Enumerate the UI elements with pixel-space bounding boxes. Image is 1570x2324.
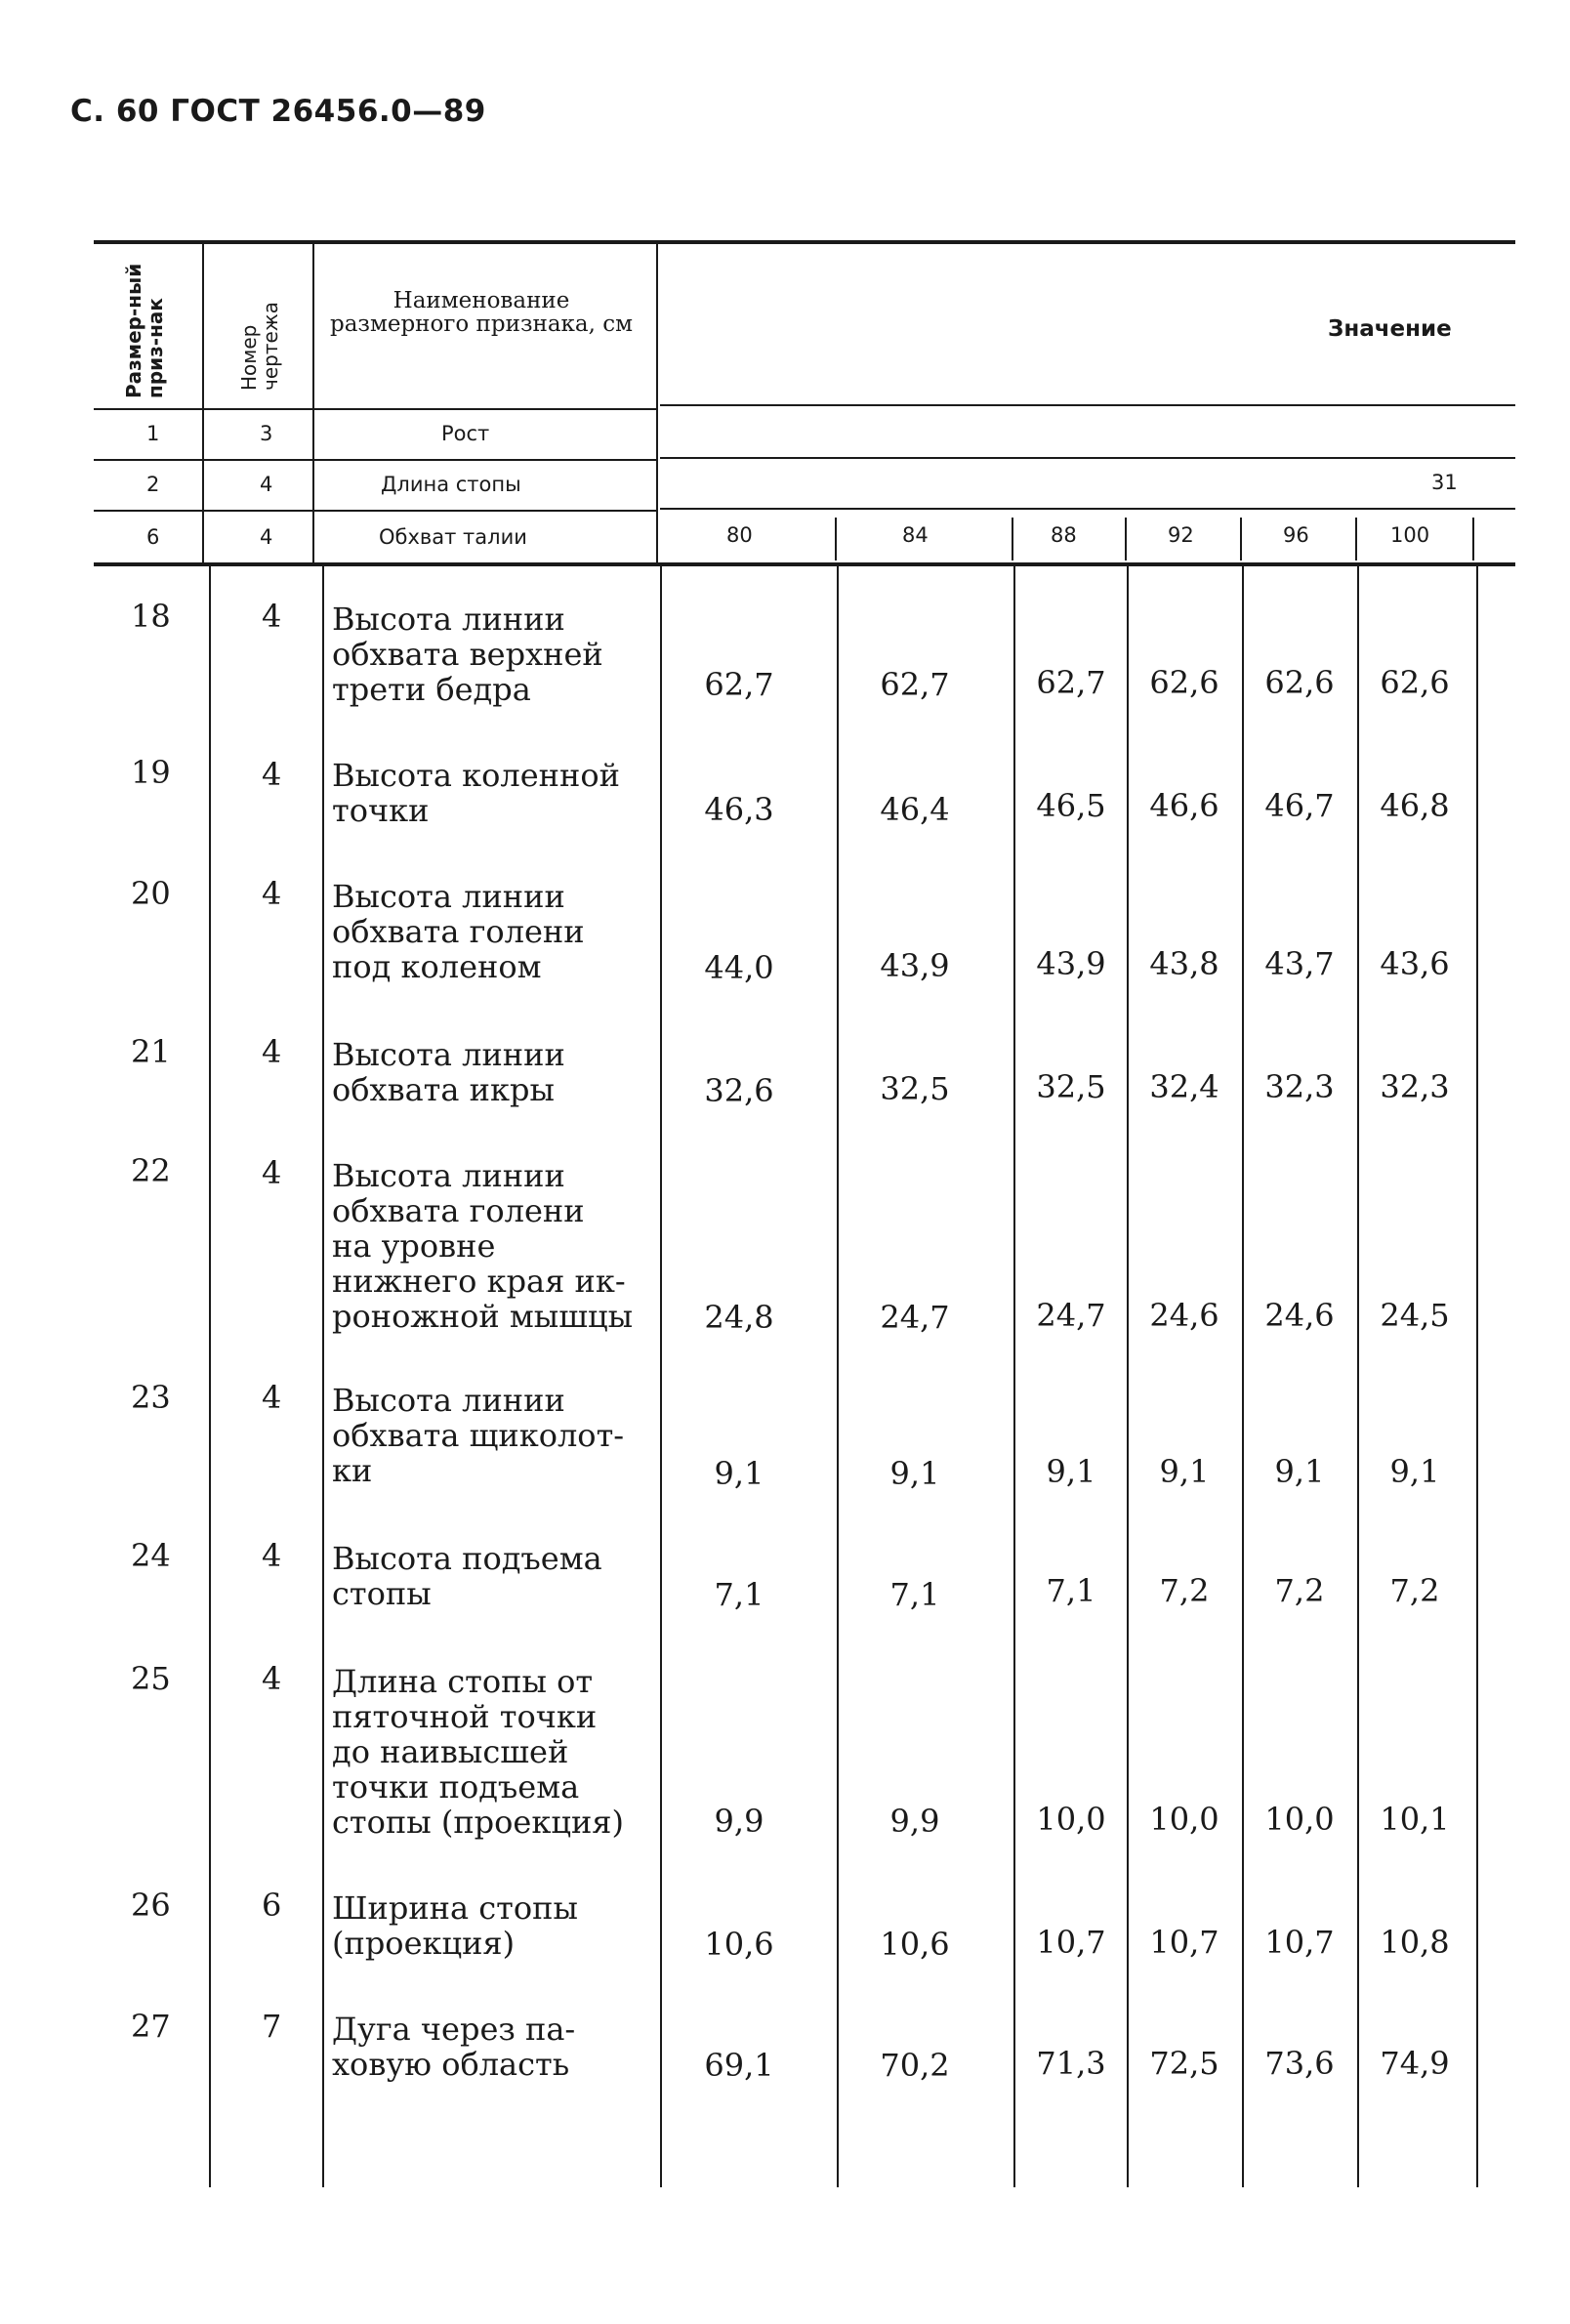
row-23-name: Высота линии обхвата щиколот- ки [332,1382,625,1489]
param-value-foot-length: 31 [1431,471,1458,494]
row-26-value-88: 10,7 [1036,1924,1106,1961]
row-25-code: 25 [131,1660,171,1697]
row-23-code: 23 [131,1379,171,1416]
param-name-height: Рост [441,422,490,445]
col-rule-8-body [1357,566,1359,2187]
col-header-dim-feature: Размер-ный приз-нак [122,263,167,398]
row-22-drawing: 4 [262,1154,282,1191]
col-rule-9-body [1476,566,1478,2187]
row-20-value-100: 43,6 [1380,945,1450,982]
row-22-name: Высота линии обхвата голени на уровне нижнего края ик- роножной мышцы [332,1157,634,1335]
row-21-drawing: 4 [262,1033,282,1070]
row-24-value-84: 7,1 [889,1576,940,1613]
page-header: С. 60 ГОСТ 26456.0—89 [70,94,486,129]
row-26-value-80: 10,6 [704,1926,774,1963]
row-18-name: Высота линии обхвата верхней трети бедра [332,601,603,708]
row-22-code: 22 [131,1152,171,1189]
row-25-value-100: 10,1 [1380,1801,1450,1838]
row-23-value-96: 9,1 [1274,1453,1325,1490]
col-rule-4-body [837,566,839,2187]
col-rule-5-body [1013,566,1015,2187]
param-name-waist: Обхват талии [379,525,527,549]
row-20-value-88: 43,9 [1036,945,1106,982]
row-21-code: 21 [131,1033,171,1070]
col-rule-1-body [209,566,211,2187]
header-bottom-rule-left [94,408,656,410]
row-24-value-96: 7,2 [1274,1572,1325,1609]
param-drawing-6: 4 [260,525,273,549]
row-19-code: 19 [131,754,171,791]
waist-sep-5 [1355,518,1357,560]
col-rule-1-header [202,244,204,564]
row-20-value-84: 43,9 [880,947,950,984]
header-bottom-rule-right [660,404,1515,406]
col-header-name: Наименование размерного признака, см [329,288,634,337]
row-19-name: Высота коленной точки [332,757,620,829]
row-26-value-92: 10,7 [1149,1924,1219,1961]
row-21-value-80: 32,6 [704,1072,774,1109]
row-27-value-100: 74,9 [1380,2045,1450,2082]
row-24-value-100: 7,2 [1389,1572,1440,1609]
header-table-bottom-rule [94,562,1515,566]
row-26-name: Ширина стопы (проекция) [332,1889,578,1962]
col-rule-6-body [1127,566,1129,2187]
waist-sep-6 [1472,518,1474,560]
row-19-drawing: 4 [262,756,282,793]
row-24-drawing: 4 [262,1537,282,1574]
row-25-value-88: 10,0 [1036,1801,1106,1838]
row-25-value-80: 9,9 [714,1803,764,1840]
row-27-value-80: 69,1 [704,2047,774,2084]
param-drawing-2: 4 [260,473,273,496]
row-18-value-96: 62,6 [1264,664,1335,701]
row-25-drawing: 4 [262,1660,282,1697]
param-code-2: 2 [146,473,160,496]
col-header-drawing-no: Номер чертежа [237,301,282,391]
row-24-name: Высота подъема стопы [332,1540,602,1612]
row-18-value-92: 62,6 [1149,664,1219,701]
param-drawing-1: 3 [260,422,273,445]
row-19-value-84: 46,4 [880,791,950,828]
row-19-value-88: 46,5 [1036,787,1106,824]
col-rule-3-header [656,244,658,564]
row-18-value-88: 62,7 [1036,664,1106,701]
row-22-value-84: 24,7 [880,1299,950,1336]
row-24-value-80: 7,1 [714,1576,764,1613]
row-26-value-100: 10,8 [1380,1924,1450,1961]
waist-sep-2 [1012,518,1013,560]
row-20-value-80: 44,0 [704,949,774,986]
waist-sep-1 [835,518,837,560]
row-18-value-100: 62,6 [1380,664,1450,701]
waist-value-88: 88 [1051,523,1077,547]
waist-value-100: 100 [1390,523,1430,547]
row-24-value-92: 7,2 [1159,1572,1210,1609]
table-top-rule [94,240,1515,244]
row-22-value-96: 24,6 [1264,1297,1335,1334]
row-26-value-84: 10,6 [880,1926,950,1963]
row-19-value-80: 46,3 [704,791,774,828]
row-21-value-92: 32,4 [1149,1068,1219,1105]
row-22-value-88: 24,7 [1036,1297,1106,1334]
row-rule-1-left [94,459,656,461]
row-25-value-92: 10,0 [1149,1801,1219,1838]
col-rule-2-body [322,566,324,2187]
row-26-drawing: 6 [262,1887,282,1924]
row-19-value-100: 46,8 [1380,787,1450,824]
row-22-value-80: 24,8 [704,1299,774,1336]
row-27-code: 27 [131,2008,171,2045]
row-24-code: 24 [131,1537,171,1574]
param-code-1: 1 [146,422,160,445]
row-23-value-88: 9,1 [1046,1453,1096,1490]
col-rule-7-body [1242,566,1244,2187]
row-23-value-100: 9,1 [1389,1453,1440,1490]
row-24-value-88: 7,1 [1046,1572,1096,1609]
col-rule-2-header [312,244,314,564]
row-27-value-92: 72,5 [1149,2045,1219,2082]
row-21-value-96: 32,3 [1264,1068,1335,1105]
row-21-value-88: 32,5 [1036,1068,1106,1105]
row-25-name: Длина стопы от пяточной точки до наивысшей точки подъема стопы (проекция) [332,1663,624,1841]
row-19-value-96: 46,7 [1264,787,1335,824]
row-20-name: Высота линии обхвата голени под коленом [332,878,585,985]
row-27-drawing: 7 [262,2008,282,2045]
row-rule-2-right [660,508,1515,510]
row-27-value-84: 70,2 [880,2047,950,2084]
row-18-value-80: 62,7 [704,666,774,703]
row-27-name: Дуга через па- ховую область [332,2011,576,2083]
param-code-6: 6 [146,525,160,549]
row-18-drawing: 4 [262,598,282,635]
row-20-value-92: 43,8 [1149,945,1219,982]
row-26-code: 26 [131,1887,171,1924]
row-20-code: 20 [131,875,171,912]
param-name-foot-length: Длина стопы [381,473,521,496]
row-18-value-84: 62,7 [880,666,950,703]
row-21-value-100: 32,3 [1380,1068,1450,1105]
waist-sep-3 [1125,518,1127,560]
row-26-value-96: 10,7 [1264,1924,1335,1961]
row-23-value-80: 9,1 [714,1455,764,1492]
waist-value-96: 96 [1283,523,1309,547]
row-27-value-88: 71,3 [1036,2045,1106,2082]
row-23-drawing: 4 [262,1379,282,1416]
row-rule-2-left [94,510,656,512]
waist-value-92: 92 [1168,523,1194,547]
row-21-value-84: 32,5 [880,1070,950,1107]
row-25-value-84: 9,9 [889,1803,940,1840]
waist-value-84: 84 [902,523,929,547]
row-27-value-96: 73,6 [1264,2045,1335,2082]
row-23-value-84: 9,1 [889,1455,940,1492]
row-22-value-92: 24,6 [1149,1297,1219,1334]
row-23-value-92: 9,1 [1159,1453,1210,1490]
row-25-value-96: 10,0 [1264,1801,1335,1838]
col-rule-3-body [660,566,662,2187]
row-22-value-100: 24,5 [1380,1297,1450,1334]
row-19-value-92: 46,6 [1149,787,1219,824]
row-rule-1-right [660,457,1515,459]
waist-value-80: 80 [726,523,753,547]
col-header-value: Значение [1328,316,1452,342]
row-21-name: Высота линии обхвата икры [332,1036,565,1108]
row-20-value-96: 43,7 [1264,945,1335,982]
row-20-drawing: 4 [262,875,282,912]
waist-sep-4 [1240,518,1242,560]
row-18-code: 18 [131,598,171,635]
